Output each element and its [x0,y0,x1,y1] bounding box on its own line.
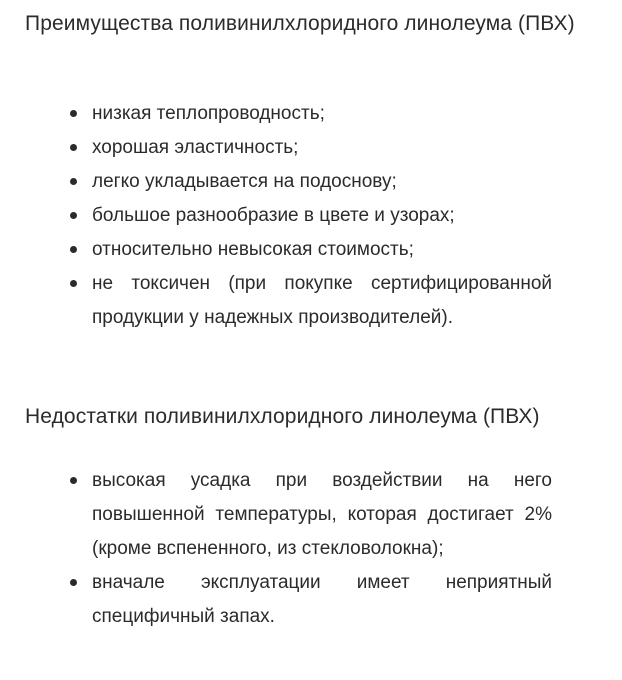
bullet-icon [70,144,77,151]
advantages-list [0,97,622,335]
disadvantages-list [0,464,622,634]
list-item-text: легко укладывается на подоснову; [92,171,397,192]
bullet-icon [70,212,77,219]
list-item-text: большое разнообразие в цвете и узорах; [92,205,455,226]
list-item [0,566,552,634]
list-item [0,267,552,335]
bullet-icon [70,477,77,484]
advantages-heading: Преимущества поливинилхлоридного линолеума (ПВХ) [25,12,575,35]
list-item-text: вначале эксплуатации имеет неприятный специфичный запах. [92,572,552,627]
list-item [0,165,552,199]
bullet-icon [70,246,77,253]
bullet-icon [70,579,77,586]
list-item [0,233,552,267]
bullet-icon [70,280,77,287]
list-item-text: низкая теплопроводность; [92,103,325,124]
bullet-icon [70,110,77,117]
list-item-text: не токсичен (при покупке сертифицированной продукции у надежных производителей). [92,273,552,328]
list-item [0,199,552,233]
list-item [0,97,552,131]
list-item [0,464,552,566]
list-item-text: хорошая эластичность; [92,137,299,158]
list-item [0,131,552,165]
disadvantages-heading: Недостатки поливинилхлоридного линолеума (ПВХ) [25,405,540,428]
bullet-icon [70,178,77,185]
list-item-text: высокая усадка при воздействии на него повышенной температуры, которая достигает 2% (кроме вспененного, из стекловолокна); [92,470,552,559]
list-item-text: относительно невысокая стоимость; [92,239,414,260]
